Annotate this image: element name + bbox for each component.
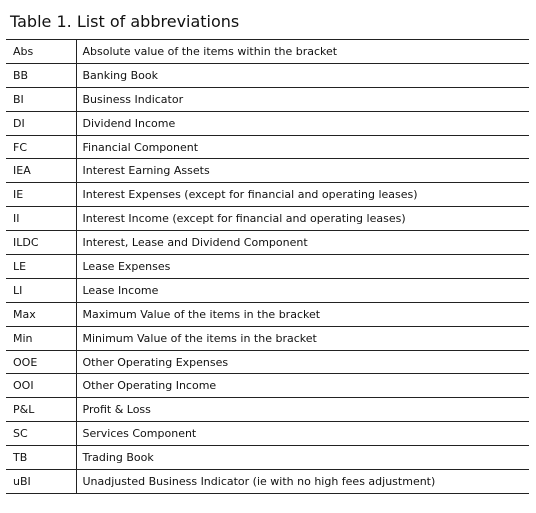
abbreviation-cell: II bbox=[6, 207, 76, 231]
table-row bbox=[6, 159, 529, 183]
abbreviation-cell: TB bbox=[6, 446, 76, 470]
definition-cell: Services Component bbox=[76, 422, 529, 446]
abbreviation-cell: SC bbox=[6, 422, 76, 446]
table-row bbox=[6, 255, 529, 279]
definition-cell: Lease Expenses bbox=[76, 255, 529, 279]
abbreviations-table bbox=[6, 39, 529, 494]
table-row bbox=[6, 231, 529, 255]
table-row bbox=[6, 470, 529, 494]
definition-cell: Interest Earning Assets bbox=[76, 159, 529, 183]
table-row bbox=[6, 326, 529, 350]
abbreviations-table-body bbox=[6, 40, 529, 494]
definition-cell: Business Indicator bbox=[76, 87, 529, 111]
table-row bbox=[6, 398, 529, 422]
table-row bbox=[6, 87, 529, 111]
abbreviation-cell: IEA bbox=[6, 159, 76, 183]
abbreviation-cell: uBI bbox=[6, 470, 76, 494]
definition-cell: Banking Book bbox=[76, 63, 529, 87]
abbreviation-cell: OOI bbox=[6, 374, 76, 398]
abbreviation-cell: DI bbox=[6, 111, 76, 135]
table-row bbox=[6, 422, 529, 446]
table-row bbox=[6, 135, 529, 159]
abbreviation-cell: Abs bbox=[6, 40, 76, 64]
table-row bbox=[6, 446, 529, 470]
definition-cell: Maximum Value of the items in the bracket bbox=[76, 302, 529, 326]
abbreviation-cell: BI bbox=[6, 87, 76, 111]
definition-cell: Dividend Income bbox=[76, 111, 529, 135]
definition-cell: Lease Income bbox=[76, 278, 529, 302]
table-row bbox=[6, 207, 529, 231]
table-row bbox=[6, 374, 529, 398]
abbreviation-cell: Min bbox=[6, 326, 76, 350]
abbreviation-cell: LI bbox=[6, 278, 76, 302]
abbreviation-cell: FC bbox=[6, 135, 76, 159]
table-row bbox=[6, 111, 529, 135]
abbreviation-cell: Max bbox=[6, 302, 76, 326]
table-title: Table 1. List of abbreviations bbox=[10, 12, 240, 31]
definition-cell: Interest Expenses (except for financial and operating leases) bbox=[76, 183, 529, 207]
table-row bbox=[6, 63, 529, 87]
definition-cell: Interest, Lease and Dividend Component bbox=[76, 231, 529, 255]
table-row bbox=[6, 183, 529, 207]
definition-cell: Interest Income (except for financial and operating leases) bbox=[76, 207, 529, 231]
definition-cell: Absolute value of the items within the bracket bbox=[76, 40, 529, 64]
abbreviation-cell: IE bbox=[6, 183, 76, 207]
definition-cell: Other Operating Income bbox=[76, 374, 529, 398]
abbreviation-cell: BB bbox=[6, 63, 76, 87]
definition-cell: Trading Book bbox=[76, 446, 529, 470]
abbreviation-cell: ILDC bbox=[6, 231, 76, 255]
abbreviation-cell: LE bbox=[6, 255, 76, 279]
definition-cell: Minimum Value of the items in the bracket bbox=[76, 326, 529, 350]
table-row bbox=[6, 278, 529, 302]
definition-cell: Profit & Loss bbox=[76, 398, 529, 422]
table-row bbox=[6, 302, 529, 326]
definition-cell: Financial Component bbox=[76, 135, 529, 159]
definition-cell: Other Operating Expenses bbox=[76, 350, 529, 374]
abbreviation-cell: P&L bbox=[6, 398, 76, 422]
table-row bbox=[6, 350, 529, 374]
table-row bbox=[6, 40, 529, 64]
definition-cell: Unadjusted Business Indicator (ie with no high fees adjustment) bbox=[76, 470, 529, 494]
abbreviation-cell: OOE bbox=[6, 350, 76, 374]
